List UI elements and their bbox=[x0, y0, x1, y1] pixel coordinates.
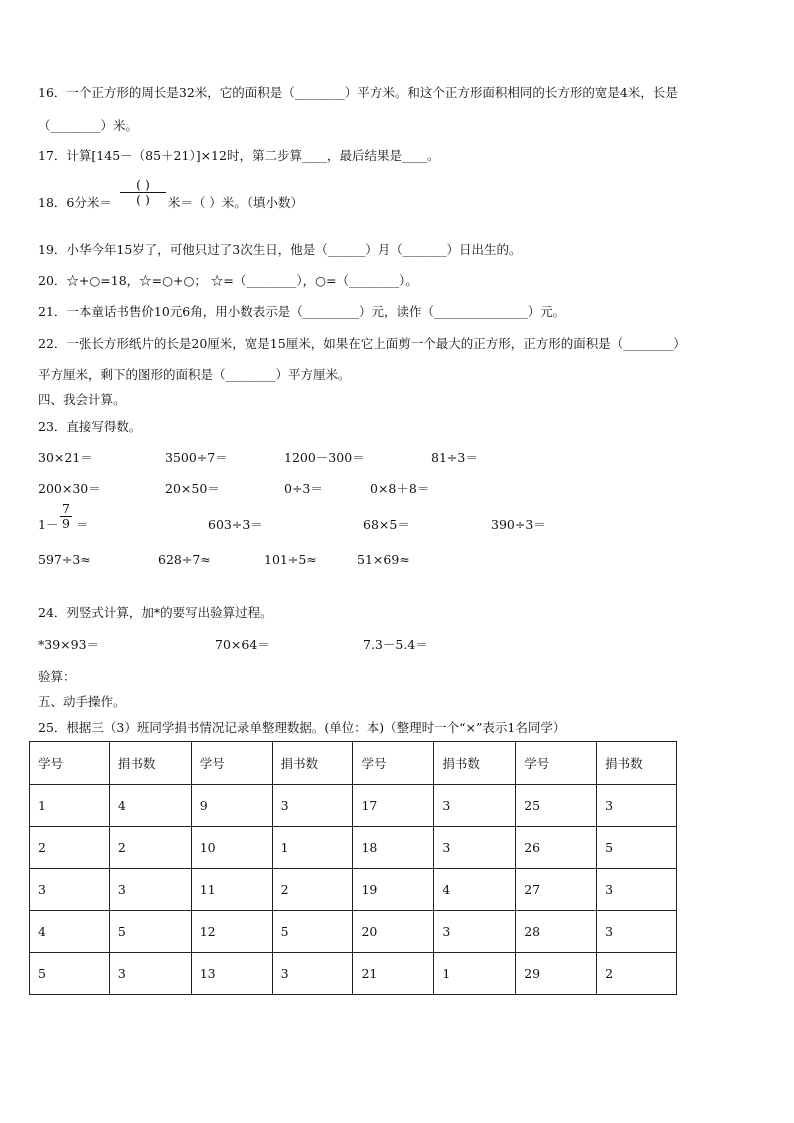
calc-item: 1200－300＝ bbox=[284, 450, 365, 465]
question-18-prefix: 18．6分米＝ bbox=[38, 195, 112, 210]
table-cell: 2 bbox=[272, 869, 353, 911]
table-cell: 9 bbox=[191, 785, 272, 827]
calc-item: 628÷7≈ bbox=[158, 552, 211, 567]
fraction-denominator: 9 bbox=[62, 516, 70, 531]
header-cell: 学号 bbox=[191, 742, 272, 785]
table-row bbox=[30, 785, 677, 827]
calc-item-fraction bbox=[38, 515, 58, 533]
table-cell: 5 bbox=[272, 911, 353, 953]
table-cell: 3 bbox=[434, 911, 516, 953]
table-cell: 2 bbox=[597, 953, 677, 995]
table-cell: 4 bbox=[434, 869, 516, 911]
question-16-line-1: 16．一个正方形的周长是32米，它的面积是（________）平方米。和这个正方形面积相同的长方形的宽是4米，长是 bbox=[38, 85, 678, 100]
vertical-calc-item: *39×93＝ bbox=[38, 637, 100, 652]
vertical-calc-item: 70×64＝ bbox=[215, 637, 270, 652]
table-cell: 29 bbox=[516, 953, 597, 995]
fraction-equals: ＝ bbox=[76, 517, 89, 532]
table-cell: 3 bbox=[434, 785, 516, 827]
check-label: 验算： bbox=[38, 669, 76, 684]
table-row bbox=[30, 953, 677, 995]
calc-item: 200×30＝ bbox=[38, 481, 101, 496]
header-cell: 捐书数 bbox=[434, 742, 516, 785]
header-cell: 学号 bbox=[30, 742, 110, 785]
table-cell: 3 bbox=[30, 869, 110, 911]
table-cell: 2 bbox=[30, 827, 110, 869]
question-22-line-1: 22．一张长方形纸片的长是20厘米，宽是15厘米，如果在它上面剪一个最大的正方形，正方形的面积是（________） bbox=[38, 336, 686, 351]
table-cell: 1 bbox=[30, 785, 110, 827]
question-21: 21．一本童话书售价10元6角，用小数表示是（_________）元，读作（_______________）元。 bbox=[38, 304, 566, 319]
question-20: 20．☆+○=18，☆=○+○； ☆=（________），○=（________）。 bbox=[38, 273, 418, 288]
donation-table bbox=[29, 741, 677, 995]
table-cell: 5 bbox=[109, 911, 191, 953]
table-cell: 3 bbox=[597, 869, 677, 911]
question-25-title: 25．根据三（3）班同学捐书情况记录单整理数据。(单位：本)（整理时一个“×”表示1名同学） bbox=[38, 720, 566, 735]
table-cell: 21 bbox=[353, 953, 434, 995]
calc-item: 597÷3≈ bbox=[38, 552, 91, 567]
table-row bbox=[30, 869, 677, 911]
table-row bbox=[30, 911, 677, 953]
table-cell: 20 bbox=[353, 911, 434, 953]
question-24-title: 24．列竖式计算，加*的要写出验算过程。 bbox=[38, 605, 273, 620]
fraction-whole: 1－ bbox=[38, 517, 59, 532]
question-18 bbox=[38, 193, 303, 211]
table-cell: 3 bbox=[434, 827, 516, 869]
table-cell: 3 bbox=[597, 911, 677, 953]
table-cell: 3 bbox=[109, 869, 191, 911]
table-cell: 3 bbox=[597, 785, 677, 827]
header-cell: 捐书数 bbox=[272, 742, 353, 785]
table-cell: 18 bbox=[353, 827, 434, 869]
header-cell: 学号 bbox=[353, 742, 434, 785]
table-cell: 12 bbox=[191, 911, 272, 953]
calc-item: 390÷3＝ bbox=[491, 517, 546, 532]
calc-item: 20×50＝ bbox=[165, 481, 220, 496]
question-18-fraction bbox=[120, 178, 166, 207]
table-cell: 3 bbox=[272, 785, 353, 827]
section-5-heading: 五、动手操作。 bbox=[38, 694, 126, 709]
calc-item: 51×69≈ bbox=[357, 552, 410, 567]
table-cell: 11 bbox=[191, 869, 272, 911]
question-18-suffix: 米＝（ ）米。（填小数） bbox=[167, 195, 304, 210]
fraction-seven-ninths bbox=[60, 502, 72, 531]
question-19: 19．小华今年15岁了，可他只过了3次生日，他是（______）月（_______）日出生的。 bbox=[38, 242, 522, 257]
calc-item: 3500÷7＝ bbox=[165, 450, 228, 465]
table-cell: 1 bbox=[272, 827, 353, 869]
table-row bbox=[30, 827, 677, 869]
table-cell: 26 bbox=[516, 827, 597, 869]
table-cell: 25 bbox=[516, 785, 597, 827]
vertical-calc-item: 7.3－5.4＝ bbox=[363, 637, 428, 652]
table-cell: 27 bbox=[516, 869, 597, 911]
table-cell: 5 bbox=[30, 953, 110, 995]
table-cell: 4 bbox=[109, 785, 191, 827]
calc-item: 30×21＝ bbox=[38, 450, 93, 465]
header-cell: 捐书数 bbox=[109, 742, 191, 785]
table-cell: 2 bbox=[109, 827, 191, 869]
table-cell: 4 bbox=[30, 911, 110, 953]
table-cell: 3 bbox=[272, 953, 353, 995]
table-cell: 5 bbox=[597, 827, 677, 869]
table-cell: 3 bbox=[109, 953, 191, 995]
calc-item: 603÷3＝ bbox=[208, 517, 263, 532]
table-cell: 1 bbox=[434, 953, 516, 995]
table-cell: 28 bbox=[516, 911, 597, 953]
calc-item: 68×5＝ bbox=[363, 517, 410, 532]
header-cell: 学号 bbox=[516, 742, 597, 785]
fraction-numerator: 7 bbox=[62, 501, 70, 516]
calc-item: 101÷5≈ bbox=[264, 552, 317, 567]
question-23-title: 23．直接写得数。 bbox=[38, 419, 142, 434]
table-cell: 10 bbox=[191, 827, 272, 869]
table-header-row bbox=[30, 742, 677, 785]
question-18-fraction-numerator: ( ) bbox=[136, 177, 150, 192]
header-cell: 捐书数 bbox=[597, 742, 677, 785]
question-17: 17．计算[145－（85＋21）]×12时，第二步算____，最后结果是____。 bbox=[38, 148, 440, 163]
table-cell: 19 bbox=[353, 869, 434, 911]
calc-item: 0÷3＝ bbox=[284, 481, 323, 496]
table-cell: 17 bbox=[353, 785, 434, 827]
question-18-fraction-denominator: ( ) bbox=[136, 192, 150, 207]
calc-item: 81÷3＝ bbox=[431, 450, 478, 465]
question-16-line-2: （________）米。 bbox=[38, 118, 139, 133]
calc-item: 0×8＋8＝ bbox=[370, 481, 430, 496]
section-4-heading: 四、我会计算。 bbox=[38, 392, 126, 407]
question-22-line-2: 平方厘米，剩下的图形的面积是（________）平方厘米。 bbox=[38, 367, 351, 382]
table-cell: 13 bbox=[191, 953, 272, 995]
